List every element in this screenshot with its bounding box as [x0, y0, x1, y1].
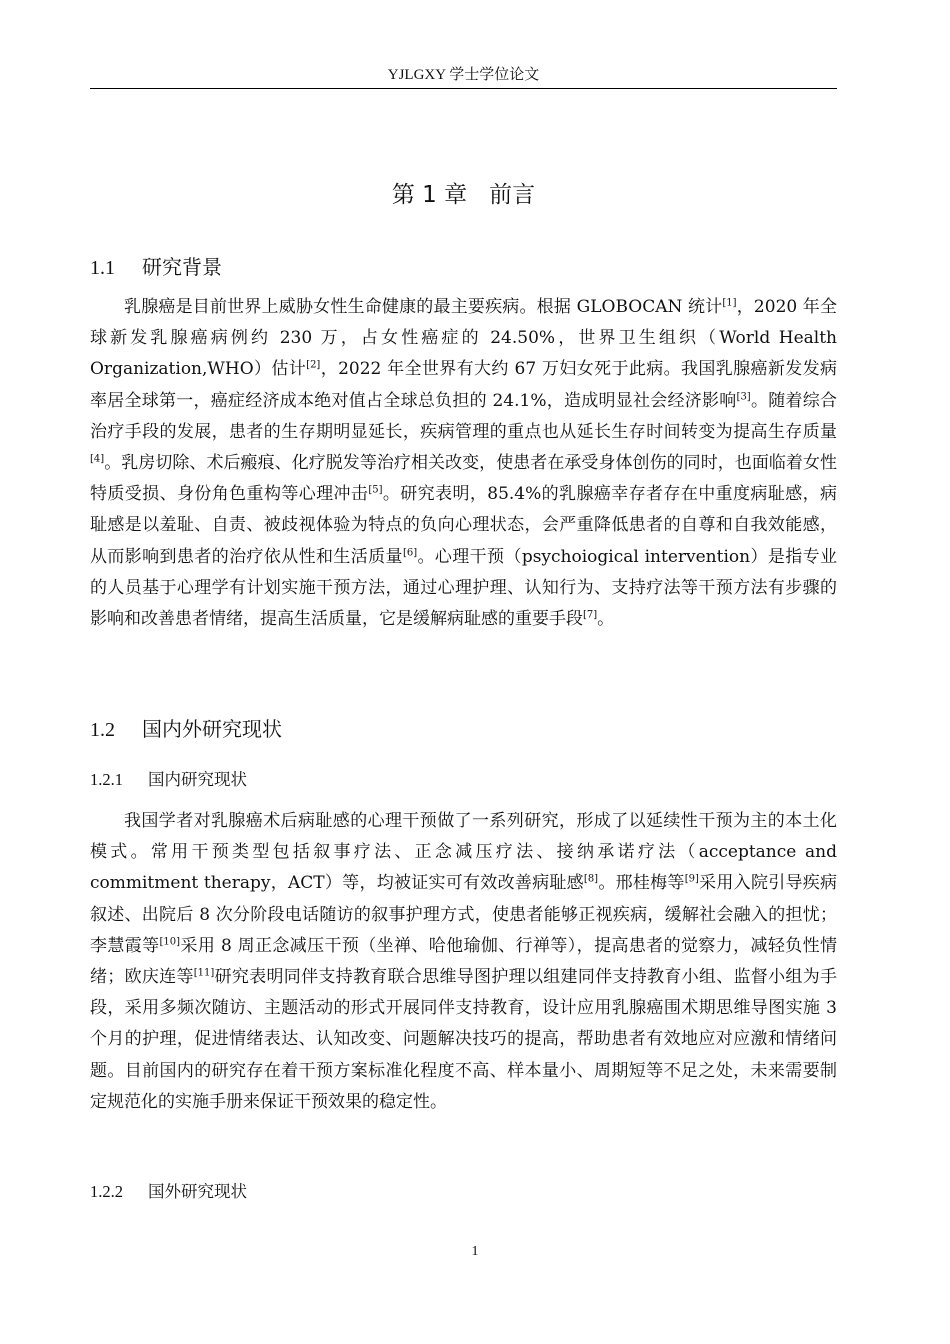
citation: [9] — [684, 873, 699, 885]
paragraph-research-background — [90, 292, 837, 635]
citation: [2] — [306, 359, 321, 371]
section-title: 国内外研究现状 — [142, 717, 282, 741]
text-run: 。 — [597, 609, 615, 630]
header-rule — [90, 88, 837, 89]
citation: [3] — [736, 390, 751, 402]
section-heading-1-1 — [90, 252, 222, 283]
running-header: YJLGXY 学士学位论文 — [387, 67, 540, 83]
text-run: 。心理干预（psychoiogical intervention）是指专业的人员基于心理学有计划实施干预方法，通过心理护理、认知行为、支持疗法等干预方法有步骤的影响和改善患者情绪，提高生活质量，它是缓解病耻感的重要手段 — [90, 546, 838, 630]
text-run: ，2022 年全世界有大约 67 万妇女死于此病。我国乳腺癌新发发病率居全球第一，癌症经济成本绝对值占全球总负担的 24.1%，造成明显社会经济影响 — [90, 359, 838, 411]
page-number: 1 — [471, 1244, 479, 1259]
text-run: ，2020 年全球新发乳腺癌病例约 230 万，占女性癌症的 24.50%，世界卫生组织（World Health Organization,WHO）估计 — [90, 297, 837, 380]
chapter-heading — [90, 178, 837, 212]
text-run: 。随着综合治疗手段的发展，患者的生存期明显延长，疾病管理的重点也从延长生存时间转变为提高生存质量 — [90, 390, 837, 442]
section-title: 研究背景 — [142, 255, 222, 279]
citation: [5] — [368, 484, 383, 496]
citation: [6] — [402, 546, 418, 558]
subsection-title: 国外研究现状 — [148, 1182, 247, 1201]
citation: [1] — [722, 297, 737, 309]
subsection-title: 国内研究现状 — [148, 770, 247, 789]
subsection-number: 1.2.1 — [90, 770, 123, 789]
subsection-heading-1-2-2 — [90, 1179, 247, 1205]
chapter-number: 第 1 章 — [391, 182, 468, 208]
text-run: 采用 8 周正念减压干预（坐禅、哈他瑜伽、行禅等），提高患者的觉察力，减轻负性情绪；欧庆连等 — [90, 935, 838, 988]
text-run: 。研究表明，85.4%的乳腺癌幸存者存在中重度病耻感，病耻感是以羞耻、自责、被歧视体验为特点的负向心理状态，会严重降低患者的自尊和自我效能感，从而影响到患者的治疗依从性和生活质量 — [90, 484, 837, 567]
citation: [7] — [583, 609, 598, 621]
section-number: 1.2 — [90, 719, 115, 741]
subsection-number: 1.2.2 — [90, 1182, 123, 1201]
text-run: 。邢桂梅等 — [598, 873, 685, 894]
section-number: 1.1 — [90, 257, 115, 279]
text-run: 采用入院引导疾病叙述、出院后 8 次分阶段电话随访的叙事护理方式，使患者能够正视疾病，缓解社会融入的担忧；李慧霞等 — [90, 873, 838, 956]
subsection-heading-1-2-1 — [90, 767, 247, 793]
citation: [8] — [583, 873, 599, 885]
paragraph-domestic-research — [90, 806, 837, 1118]
citation: [10] — [159, 936, 181, 948]
text-run: 。乳房切除、术后瘢痕、化疗脱发等治疗相关改变，使患者在承受身体创伤的同时，也面临着女性特质受损、身份角色重构等心理冲击 — [90, 453, 837, 505]
chapter-title: 前言 — [489, 182, 536, 208]
citation: [11] — [193, 967, 215, 979]
text-run: 乳腺癌是目前世界上威胁女性生命健康的最主要疾病。根据 GLOBOCAN 统计 — [124, 297, 723, 317]
text-run: 研究表明同伴支持教育联合思维导图护理以组建同伴支持教育小组、监督小组为手段，采用多频次随访、主题活动的形式开展同伴支持教育，设计应用乳腺癌围术期思维导图实施 3 个月的护理，促进情绪表达、认知改变、问题解决技巧的提高，帮助患者有效地应对应激和情绪问题。目前国内的研究存在着干预方案标准化程度不高、样本量小、周期短等不足之处，未来需要制定规范化的实施手册来保证干预效果的稳定性。 — [90, 967, 837, 1112]
text-run: 我国学者对乳腺癌术后病耻感的心理干预做了一系列研究，形成了以延续性干预为主的本土化模式。常用干预类型包括叙事疗法、正念减压疗法、接纳承诺疗法（acceptance and commitment therapy，ACT）等，均被证实可有效改善病耻感 — [90, 811, 837, 894]
citation: [4] — [90, 453, 105, 465]
section-heading-1-2 — [90, 714, 282, 745]
